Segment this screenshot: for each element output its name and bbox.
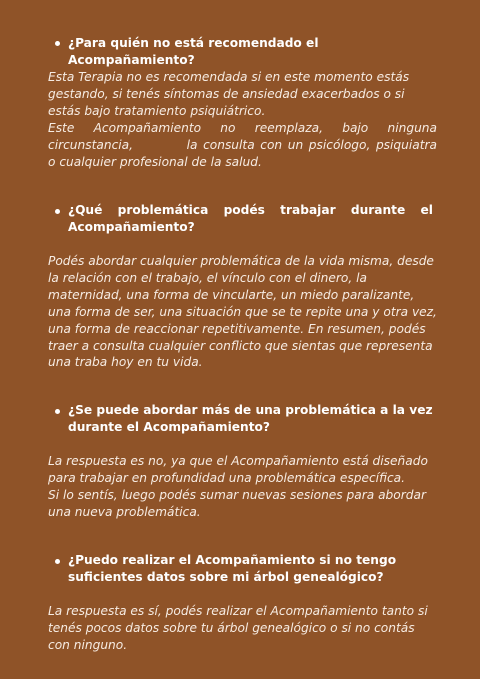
- question-heading: ¿Puedo realizar el Acompañamiento si no tengo suficientes datos sobre mi árbol genealógico?: [68, 553, 397, 584]
- answer-paragraph: Esta Terapia no es recomendada si en este momento estás gestando, si tenés síntomas de ansiedad exacerbados o si estás bajo tratamiento psiquiátrico.: [48, 70, 410, 118]
- bullet-icon: [55, 41, 60, 46]
- answer-paragraph: Si lo sentís, luego podés sumar nuevas sesiones para abordar una nueva problemática.: [48, 487, 426, 519]
- answer-text: [48, 69, 437, 170]
- bullet-icon: [55, 409, 60, 414]
- answer-fragment: Este Acompañamiento no reemplaza, bajo ninguna circunstancia,: [48, 120, 437, 152]
- answer-fragment: la consulta con un psicólogo, psiquiatra o cualquier profesional de la salud.: [48, 137, 437, 169]
- answer-paragraph: Podés abordar cualquier problemática de la vida misma, desde la relación con el trabajo, el vínculo con el dinero, la maternidad, una forma de vincularte, un miedo paralizante, una forma de ser, una situación que se te repite una y otra vez, una forma de reaccionar repetitivamente. En resumen, podés traer a consulta cualquier conflicto que sientas que representa una traba hoy en tu vida.: [48, 254, 437, 370]
- answer-text: [48, 453, 437, 521]
- bullet-icon: [55, 559, 60, 564]
- question-heading: ¿Para quién no está recomendado el Acompañamiento?: [68, 36, 319, 67]
- answer-paragraph: [48, 120, 437, 171]
- bullet-icon: [55, 209, 60, 214]
- question-heading: ¿Se puede abordar más de una problemática a la vez durante el Acompañamiento?: [68, 403, 433, 434]
- answer-text: [48, 253, 437, 371]
- answer-paragraph: La respuesta es sí, podés realizar el Acompañamiento tanto si tenés pocos datos sobre tu árbol genealógico o si no contás con ninguno.: [48, 604, 428, 652]
- answer-text: [48, 603, 437, 654]
- question-heading: ¿Qué problemática podés trabajar durante el Acompañamiento?: [68, 203, 433, 234]
- answer-paragraph: La respuesta es no, ya que el Acompañamiento está diseñado para trabajar en profundidad una problemática específica.: [48, 454, 428, 485]
